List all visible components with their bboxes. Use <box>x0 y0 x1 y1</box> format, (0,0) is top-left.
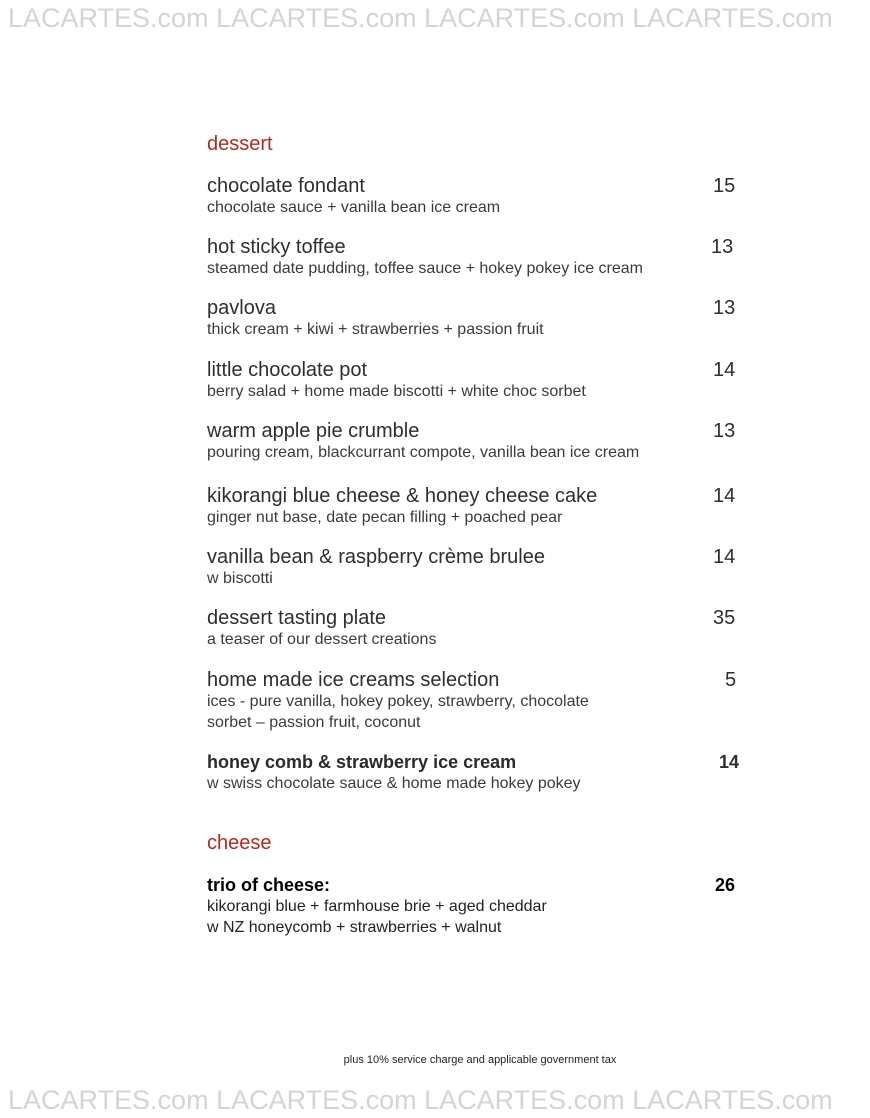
menu-item-name: hot sticky toffee <box>207 236 346 258</box>
menu-item <box>207 420 747 463</box>
menu-item-name: honey comb & strawberry ice cream <box>207 752 517 772</box>
menu-item <box>207 546 747 589</box>
menu-item-price: 5 <box>725 669 737 691</box>
menu-item-name: trio of cheese: <box>207 875 331 895</box>
menu-item-description: sorbet – passion fruit, coconut <box>207 714 421 731</box>
menu-item-price: 14 <box>713 485 736 507</box>
menu-item-description: pouring cream, blackcurrant compote, vanilla bean ice cream <box>207 444 640 461</box>
section-title-cheese: cheese <box>207 832 272 854</box>
menu-item <box>207 236 747 279</box>
menu-item-name: kikorangi blue cheese & honey cheese cake <box>207 485 598 507</box>
menu-item-description: kikorangi blue + farmhouse brie + aged cheddar <box>207 898 547 915</box>
menu-item <box>207 751 747 794</box>
menu-item <box>207 874 747 938</box>
menu-item-description: berry salad + home made biscotti + white choc sorbet <box>207 383 586 400</box>
menu-item-name: pavlova <box>207 297 276 319</box>
menu-item-name: dessert tasting plate <box>207 607 386 629</box>
menu-item-name: chocolate fondant <box>207 175 365 197</box>
menu-item-price: 14 <box>719 752 740 772</box>
menu-item-price: 13 <box>711 236 734 258</box>
menu-item-price: 14 <box>713 359 736 381</box>
menu-item <box>207 607 747 650</box>
menu-item-description: w biscotti <box>207 570 273 587</box>
menu-item-description: ices - pure vanilla, hokey pokey, strawberry, chocolate <box>207 693 589 710</box>
menu-item-price: 14 <box>713 546 736 568</box>
menu-item <box>207 175 747 218</box>
menu-item-name: vanilla bean & raspberry crème brulee <box>207 546 545 568</box>
menu-item <box>207 485 747 528</box>
menu-item-price: 15 <box>713 175 736 197</box>
menu-item-price: 26 <box>715 875 736 895</box>
menu-item-description: chocolate sauce + vanilla bean ice cream <box>207 199 501 216</box>
menu-item-description: w swiss chocolate sauce & home made hokey pokey <box>207 775 581 792</box>
menu-item-description: thick cream + kiwi + strawberries + passion fruit <box>207 321 544 338</box>
menu-item-description: ginger nut base, date pecan filling + poached pear <box>207 509 563 526</box>
menu-item-description: steamed date pudding, toffee sauce + hokey pokey ice cream <box>207 260 643 277</box>
menu-item-price: 13 <box>713 420 736 442</box>
menu-item-description: w NZ honeycomb + strawberries + walnut <box>207 919 502 936</box>
watermark-top: LACARTES.com LACARTES.com LACARTES.com LACARTES.com <box>8 3 833 33</box>
menu-item-price: 13 <box>713 297 736 319</box>
watermark-bottom: LACARTES.com LACARTES.com LACARTES.com LACARTES.com <box>8 1085 833 1115</box>
menu-item <box>207 297 747 340</box>
menu-item-description: a teaser of our dessert creations <box>207 631 437 648</box>
menu-item-name: home made ice creams selection <box>207 669 500 691</box>
menu-item-price: 35 <box>713 607 736 629</box>
menu-item-name: warm apple pie crumble <box>207 420 420 442</box>
menu-item <box>207 359 747 402</box>
footer-note: plus 10% service charge and applicable government tax <box>343 1054 617 1066</box>
menu-item-name: little chocolate pot <box>207 359 368 381</box>
section-title-dessert: dessert <box>207 133 273 155</box>
menu-item <box>207 669 747 733</box>
